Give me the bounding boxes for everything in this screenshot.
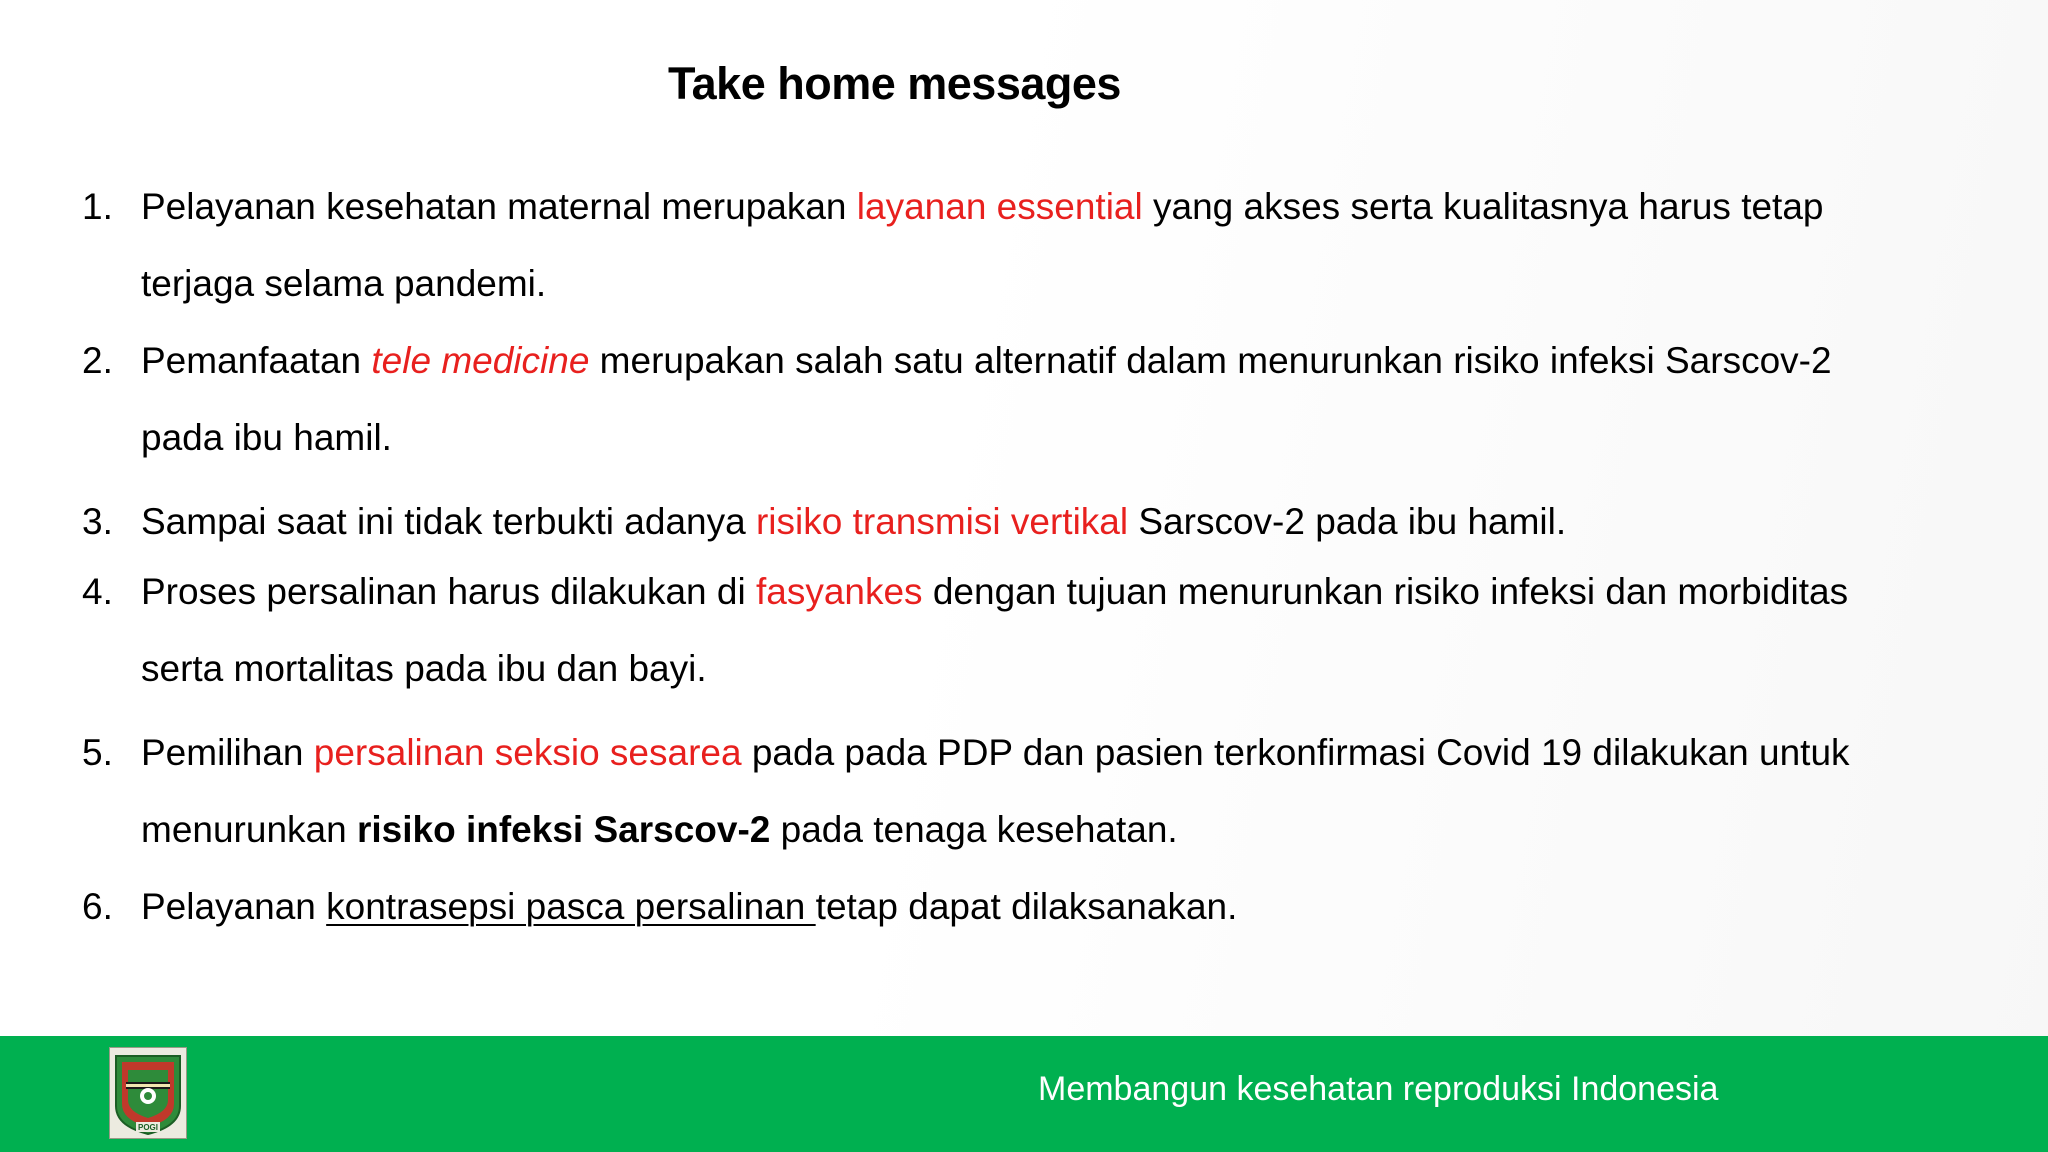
item-number: 1. bbox=[82, 186, 113, 227]
item-line: terjaga selama pandemi. bbox=[141, 263, 547, 304]
item-text-part: Sampai saat ini tidak terbukti adanya bbox=[141, 501, 756, 542]
item-text-part: Sarscov-2 pada ibu hamil. bbox=[1128, 501, 1567, 542]
item-text bbox=[141, 483, 2021, 560]
highlight-text: persalinan seksio sesarea bbox=[313, 732, 742, 773]
bold-text: risiko infeksi Sarscov-2 bbox=[356, 809, 771, 850]
highlight-text: layanan essential bbox=[856, 186, 1143, 227]
item-text-part: dengan tujuan menurunkan risiko infeksi dan morbiditas bbox=[922, 571, 1849, 612]
item-line: serta mortalitas pada ibu dan bayi. bbox=[141, 648, 707, 689]
item-text-part: Pemanfaatan bbox=[141, 340, 372, 381]
item-text-part: pada tenaga kesehatan. bbox=[770, 809, 1178, 850]
item-line bbox=[141, 553, 2021, 630]
item-line bbox=[141, 714, 2021, 791]
item-text-part: menurunkan bbox=[141, 809, 357, 850]
item-text-part: pada pada PDP dan pasien terkonfirmasi Covid 19 dilakukan untuk bbox=[741, 732, 1850, 773]
logo-text: POGI bbox=[137, 1123, 159, 1132]
item-text-part: tetap dapat dilaksanakan. bbox=[815, 886, 1238, 927]
item-number: 6. bbox=[82, 886, 113, 927]
item-line bbox=[141, 168, 2021, 245]
item-text-part: yang akses serta kualitasnya harus tetap bbox=[1142, 186, 1824, 227]
pogi-logo-icon bbox=[109, 1047, 187, 1139]
highlight-text: tele medicine bbox=[371, 340, 590, 381]
item-line: pada ibu hamil. bbox=[141, 417, 392, 458]
slide-title: Take home messages bbox=[668, 58, 1121, 109]
item-text bbox=[141, 553, 2021, 707]
item-text bbox=[141, 168, 2021, 322]
item-text-part: Pelayanan kesehatan maternal merupakan bbox=[141, 186, 857, 227]
item-line bbox=[141, 322, 2021, 399]
item-text-part: merupakan salah satu alternatif dalam menurunkan risiko infeksi Sarscov-2 bbox=[589, 340, 1832, 381]
item-number: 5. bbox=[82, 732, 113, 773]
item-text-part: Pemilihan bbox=[141, 732, 314, 773]
item-text-part: Pelayanan bbox=[141, 886, 327, 927]
footer-bar bbox=[0, 1036, 2048, 1152]
highlight-text: fasyankes bbox=[755, 571, 923, 612]
item-line bbox=[141, 791, 2021, 868]
item-text bbox=[141, 868, 2021, 945]
item-line bbox=[141, 483, 2021, 560]
highlight-text: risiko transmisi vertikal bbox=[755, 501, 1129, 542]
item-text-part: Proses persalinan harus dilakukan di bbox=[141, 571, 756, 612]
footer-tagline: Membangun kesehatan reproduksi Indonesia bbox=[1038, 1070, 1719, 1108]
item-text bbox=[141, 322, 2021, 476]
item-number: 3. bbox=[82, 501, 113, 542]
underlined-text: kontrasepsi pasca persalinan bbox=[326, 886, 816, 927]
item-number: 4. bbox=[82, 571, 113, 612]
item-text bbox=[141, 714, 2021, 868]
item-line bbox=[141, 868, 2021, 945]
item-number: 2. bbox=[82, 340, 113, 381]
